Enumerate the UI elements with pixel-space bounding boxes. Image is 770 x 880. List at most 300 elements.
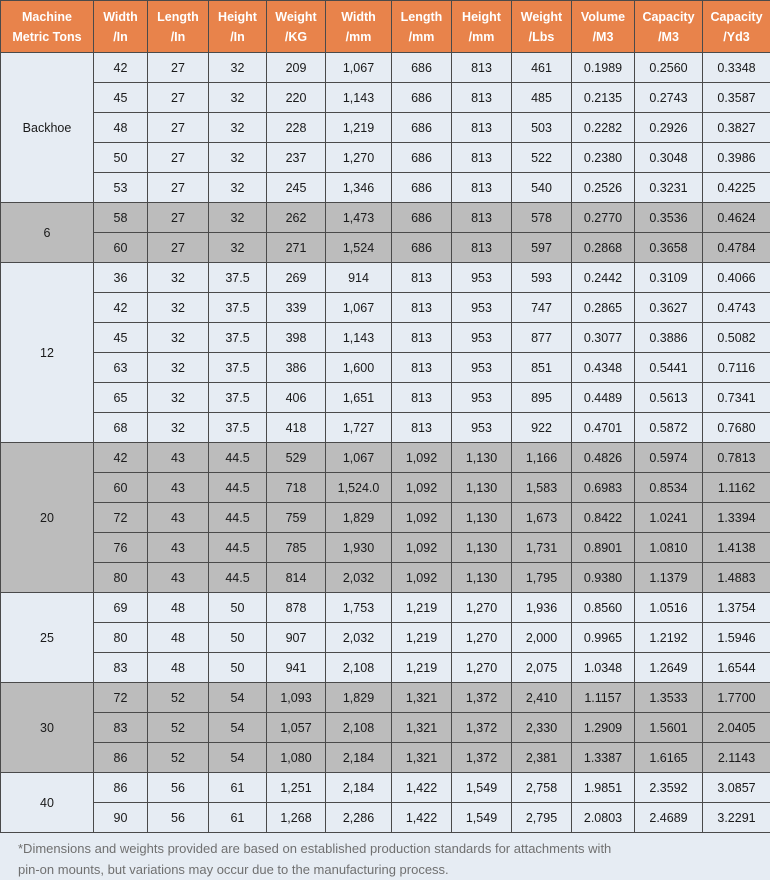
table-cell: 1.3533 [635,683,703,713]
column-header [635,1,703,53]
table-cell: 2,032 [326,563,392,593]
table-cell: 1,829 [326,503,392,533]
table-cell: 43 [148,533,209,563]
table-cell: 1,600 [326,353,392,383]
table-cell: 0.2135 [572,83,635,113]
table-cell: 813 [452,143,512,173]
table-cell: 1,346 [326,173,392,203]
table-row [1,473,770,503]
table-cell: 0.3827 [703,113,770,143]
table-cell: 32 [209,173,267,203]
table-row [1,743,770,773]
column-header-unit: Metric Tons [12,30,81,44]
table-cell: 2.1143 [703,743,770,773]
column-header [1,1,94,53]
table-cell: 759 [267,503,326,533]
table-cell: 37.5 [209,293,267,323]
table-cell: 813 [392,293,452,323]
table-cell: 0.4743 [703,293,770,323]
column-header-title: Length [157,10,199,24]
table-cell: 1.2649 [635,653,703,683]
table-row [1,563,770,593]
footnote-line-1: *Dimensions and weights provided are based on established production standards for attachments with [18,838,760,859]
column-header [209,1,267,53]
table-cell: 2,758 [512,773,572,803]
table-cell: 0.3986 [703,143,770,173]
table-cell: 69 [94,593,148,623]
table-row [1,773,770,803]
table-row [1,203,770,233]
table-cell: 0.2770 [572,203,635,233]
table-row [1,683,770,713]
table-cell: 1,422 [392,773,452,803]
table-cell: 914 [326,263,392,293]
table-row [1,173,770,203]
table-cell: 45 [94,323,148,353]
table-row [1,83,770,113]
column-header-unit: /In [113,30,128,44]
table-cell: 593 [512,263,572,293]
column-header-title: Length [401,10,443,24]
table-cell: 54 [209,743,267,773]
table-cell: 2.0405 [703,713,770,743]
table-cell: 32 [148,413,209,443]
table-cell: 63 [94,353,148,383]
table-cell: 1,321 [392,683,452,713]
table-cell: 0.3109 [635,263,703,293]
table-cell: 61 [209,803,267,833]
table-cell: 1,422 [392,803,452,833]
table-cell: 941 [267,653,326,683]
table-cell: 1,673 [512,503,572,533]
table-cell: 50 [94,143,148,173]
table-cell: 27 [148,113,209,143]
column-header-unit: /mm [469,30,495,44]
column-header-unit: /In [230,30,245,44]
table-cell: 0.2868 [572,233,635,263]
table-cell: 1,130 [452,473,512,503]
table-cell: 1,270 [452,593,512,623]
table-cell: 1,092 [392,443,452,473]
table-cell: 895 [512,383,572,413]
table-cell: 72 [94,683,148,713]
table-cell: 813 [452,53,512,83]
table-cell: 56 [148,803,209,833]
table-cell: 418 [267,413,326,443]
table-cell: 0.8534 [635,473,703,503]
table-cell: 0.4066 [703,263,770,293]
table-cell: 386 [267,353,326,383]
column-header-title: Capacity [710,10,762,24]
table-cell: 0.3048 [635,143,703,173]
table-cell: 0.3077 [572,323,635,353]
column-header-title: Weight [521,10,562,24]
table-cell: 813 [452,83,512,113]
table-cell: 37.5 [209,353,267,383]
table-cell: 686 [392,173,452,203]
table-cell: 0.3231 [635,173,703,203]
column-header-title: Height [462,10,501,24]
table-cell: 0.9380 [572,563,635,593]
table-cell: 1,130 [452,443,512,473]
table-cell: 686 [392,203,452,233]
table-cell: 1,143 [326,83,392,113]
table-cell: 485 [512,83,572,113]
table-cell: 0.8901 [572,533,635,563]
table-row [1,533,770,563]
column-header [326,1,392,53]
table-cell: 54 [209,683,267,713]
table-cell: 0.4624 [703,203,770,233]
table-cell: 36 [94,263,148,293]
table-cell: 0.2926 [635,113,703,143]
table-cell: 1,080 [267,743,326,773]
table-cell: 0.1989 [572,53,635,83]
table-cell: 922 [512,413,572,443]
table-cell: 0.3627 [635,293,703,323]
table-cell: 953 [452,353,512,383]
table-cell: 50 [209,653,267,683]
table-cell: 2,032 [326,623,392,653]
table-cell: 1.9851 [572,773,635,803]
table-row [1,593,770,623]
table-cell: 271 [267,233,326,263]
table-cell: 686 [392,53,452,83]
table-cell: 1,270 [452,623,512,653]
table-cell: 1,219 [326,113,392,143]
table-cell: 2.0803 [572,803,635,833]
table-cell: 1,092 [392,533,452,563]
table-cell: 56 [148,773,209,803]
table-cell: 398 [267,323,326,353]
table-cell: 86 [94,743,148,773]
table-cell: 2,108 [326,653,392,683]
table-row [1,713,770,743]
table-cell: 0.9965 [572,623,635,653]
column-header-unit: /mm [346,30,372,44]
table-cell: 503 [512,113,572,143]
table-cell: 686 [392,143,452,173]
table-cell: 1,270 [452,653,512,683]
table-cell: 0.3587 [703,83,770,113]
footnote [0,833,770,880]
table-cell: 2,108 [326,713,392,743]
table-cell: 2.4689 [635,803,703,833]
table-cell: 1.0516 [635,593,703,623]
table-cell: 48 [94,113,148,143]
table-cell: 42 [94,293,148,323]
table-cell: 813 [392,323,452,353]
table-cell: 0.4489 [572,383,635,413]
table-cell: 785 [267,533,326,563]
table-cell: 52 [148,713,209,743]
table-cell: 1,930 [326,533,392,563]
table-cell: 32 [148,383,209,413]
column-header [148,1,209,53]
table-cell: 1,092 [392,563,452,593]
table-cell: 32 [148,323,209,353]
table-cell: 27 [148,173,209,203]
table-cell: 37.5 [209,383,267,413]
column-header-title: Height [218,10,257,24]
table-row [1,323,770,353]
table-cell: 0.4701 [572,413,635,443]
table-cell: 529 [267,443,326,473]
table-cell: 27 [148,143,209,173]
table-cell: 0.2380 [572,143,635,173]
table-cell: 72 [94,503,148,533]
table-cell: 1.2909 [572,713,635,743]
column-header-unit: /Yd3 [723,30,749,44]
column-header-title: Volume [581,10,625,24]
table-cell: 1,524.0 [326,473,392,503]
table-row [1,413,770,443]
column-header-unit: /In [171,30,186,44]
table-cell: 60 [94,233,148,263]
table-cell: 0.3658 [635,233,703,263]
table-cell: 42 [94,443,148,473]
table-cell: 1.1379 [635,563,703,593]
column-header-title: Width [103,10,138,24]
table-row [1,503,770,533]
table-cell: 0.5613 [635,383,703,413]
table-row [1,653,770,683]
table-cell: 45 [94,83,148,113]
table-cell: 1,093 [267,683,326,713]
table-row [1,53,770,83]
table-row [1,113,770,143]
table-cell: 3.2291 [703,803,770,833]
table-cell: 1,067 [326,443,392,473]
table-cell: 0.2442 [572,263,635,293]
table-cell: 339 [267,293,326,323]
table-cell: 0.2743 [635,83,703,113]
table-body [1,53,770,833]
column-header-unit: /M3 [593,30,614,44]
table-cell: 1,549 [452,803,512,833]
table-cell: 52 [148,683,209,713]
table-cell: 1,829 [326,683,392,713]
table-cell: 1.3394 [703,503,770,533]
table-cell: 813 [452,113,512,143]
table-row [1,623,770,653]
table-cell: 1,268 [267,803,326,833]
table-cell: 32 [209,113,267,143]
table-cell: 0.8422 [572,503,635,533]
table-cell: 269 [267,263,326,293]
table-cell: 1.5946 [703,623,770,653]
table-cell: 2,286 [326,803,392,833]
table-cell: 1.2192 [635,623,703,653]
table-cell: 2,795 [512,803,572,833]
table-cell: 54 [209,713,267,743]
table-cell: 1,372 [452,683,512,713]
table-cell: 1.6165 [635,743,703,773]
table-cell: 27 [148,203,209,233]
table-cell: 1,549 [452,773,512,803]
table-cell: 1.3387 [572,743,635,773]
machine-group-label: 40 [1,773,94,833]
column-header [94,1,148,53]
table-cell: 2,075 [512,653,572,683]
table-cell: 60 [94,473,148,503]
table-row [1,263,770,293]
table-cell: 44.5 [209,503,267,533]
column-header-title: Machine [22,10,72,24]
table-cell: 1.0241 [635,503,703,533]
table-cell: 1.7700 [703,683,770,713]
table-cell: 2,000 [512,623,572,653]
table-cell: 953 [452,293,512,323]
table-cell: 2,410 [512,683,572,713]
table-cell: 0.3536 [635,203,703,233]
table-cell: 0.4348 [572,353,635,383]
column-header-unit: /Lbs [529,30,555,44]
table-cell: 1,067 [326,53,392,83]
table-cell: 1.1162 [703,473,770,503]
table-cell: 83 [94,653,148,683]
table-cell: 1,130 [452,503,512,533]
table-cell: 80 [94,623,148,653]
table-cell: 851 [512,353,572,383]
table-cell: 32 [209,233,267,263]
table-cell: 2,330 [512,713,572,743]
table-cell: 32 [148,293,209,323]
table-cell: 0.7116 [703,353,770,383]
table-cell: 747 [512,293,572,323]
table-cell: 578 [512,203,572,233]
table-cell: 83 [94,713,148,743]
column-header-unit: /KG [285,30,307,44]
table-cell: 1,372 [452,713,512,743]
table-cell: 262 [267,203,326,233]
table-cell: 0.5082 [703,323,770,353]
table-cell: 1,583 [512,473,572,503]
table-cell: 540 [512,173,572,203]
table-cell: 237 [267,143,326,173]
table-cell: 813 [392,413,452,443]
table-cell: 68 [94,413,148,443]
table-cell: 0.7813 [703,443,770,473]
table-cell: 1,936 [512,593,572,623]
table-cell: 27 [148,233,209,263]
table-row [1,443,770,473]
table-cell: 0.4225 [703,173,770,203]
table-cell: 1,166 [512,443,572,473]
machine-group-label: 30 [1,683,94,773]
table-cell: 32 [209,53,267,83]
table-cell: 2,381 [512,743,572,773]
table-cell: 1,473 [326,203,392,233]
table-cell: 2,184 [326,773,392,803]
table-cell: 90 [94,803,148,833]
table-cell: 813 [392,263,452,293]
table-cell: 37.5 [209,323,267,353]
table-cell: 1.1157 [572,683,635,713]
column-header [452,1,512,53]
table-cell: 220 [267,83,326,113]
table-cell: 814 [267,563,326,593]
table-cell: 1.3754 [703,593,770,623]
column-header-unit: /mm [409,30,435,44]
column-header [512,1,572,53]
table-cell: 1,795 [512,563,572,593]
table-cell: 813 [392,383,452,413]
table-cell: 1,092 [392,473,452,503]
table-cell: 42 [94,53,148,83]
table-cell: 953 [452,383,512,413]
column-header [267,1,326,53]
table-cell: 1,321 [392,713,452,743]
table-cell: 1,372 [452,743,512,773]
table-cell: 1,143 [326,323,392,353]
table-cell: 1,524 [326,233,392,263]
column-header-unit: /M3 [658,30,679,44]
footnote-line-2: pin-on mounts, but variations may occur due to the manufacturing process. [18,859,760,880]
table-cell: 61 [209,773,267,803]
table-cell: 37.5 [209,413,267,443]
column-header [392,1,452,53]
table-row [1,383,770,413]
table-cell: 522 [512,143,572,173]
table-cell: 813 [392,353,452,383]
table-cell: 48 [148,593,209,623]
table-cell: 813 [452,173,512,203]
table-cell: 0.7680 [703,413,770,443]
table-cell: 43 [148,563,209,593]
table-cell: 1,130 [452,533,512,563]
machine-group-label: 6 [1,203,94,263]
table-cell: 32 [209,203,267,233]
table-cell: 27 [148,83,209,113]
table-cell: 813 [452,203,512,233]
table-cell: 50 [209,593,267,623]
table-cell: 53 [94,173,148,203]
table-row [1,803,770,833]
table-cell: 461 [512,53,572,83]
table-cell: 32 [209,83,267,113]
table-cell: 0.2560 [635,53,703,83]
table-cell: 1.4883 [703,563,770,593]
table-cell: 44.5 [209,443,267,473]
table-cell: 0.3886 [635,323,703,353]
table-cell: 0.4784 [703,233,770,263]
table-cell: 0.2865 [572,293,635,323]
table-cell: 813 [452,233,512,263]
table-cell: 1,219 [392,593,452,623]
table-cell: 686 [392,113,452,143]
table-cell: 0.5974 [635,443,703,473]
table-cell: 953 [452,263,512,293]
table-cell: 878 [267,593,326,623]
table-cell: 0.2526 [572,173,635,203]
column-header [703,1,770,53]
table-cell: 52 [148,743,209,773]
table-cell: 1.0810 [635,533,703,563]
column-header [572,1,635,53]
table-cell: 2.3592 [635,773,703,803]
table-cell: 1.5601 [635,713,703,743]
table-cell: 1,219 [392,623,452,653]
table-cell: 718 [267,473,326,503]
table-cell: 43 [148,473,209,503]
machine-group-label: Backhoe [1,53,94,203]
table-cell: 58 [94,203,148,233]
table-cell: 209 [267,53,326,83]
table-cell: 953 [452,323,512,353]
table-cell: 32 [209,143,267,173]
table-cell: 1,092 [392,503,452,533]
